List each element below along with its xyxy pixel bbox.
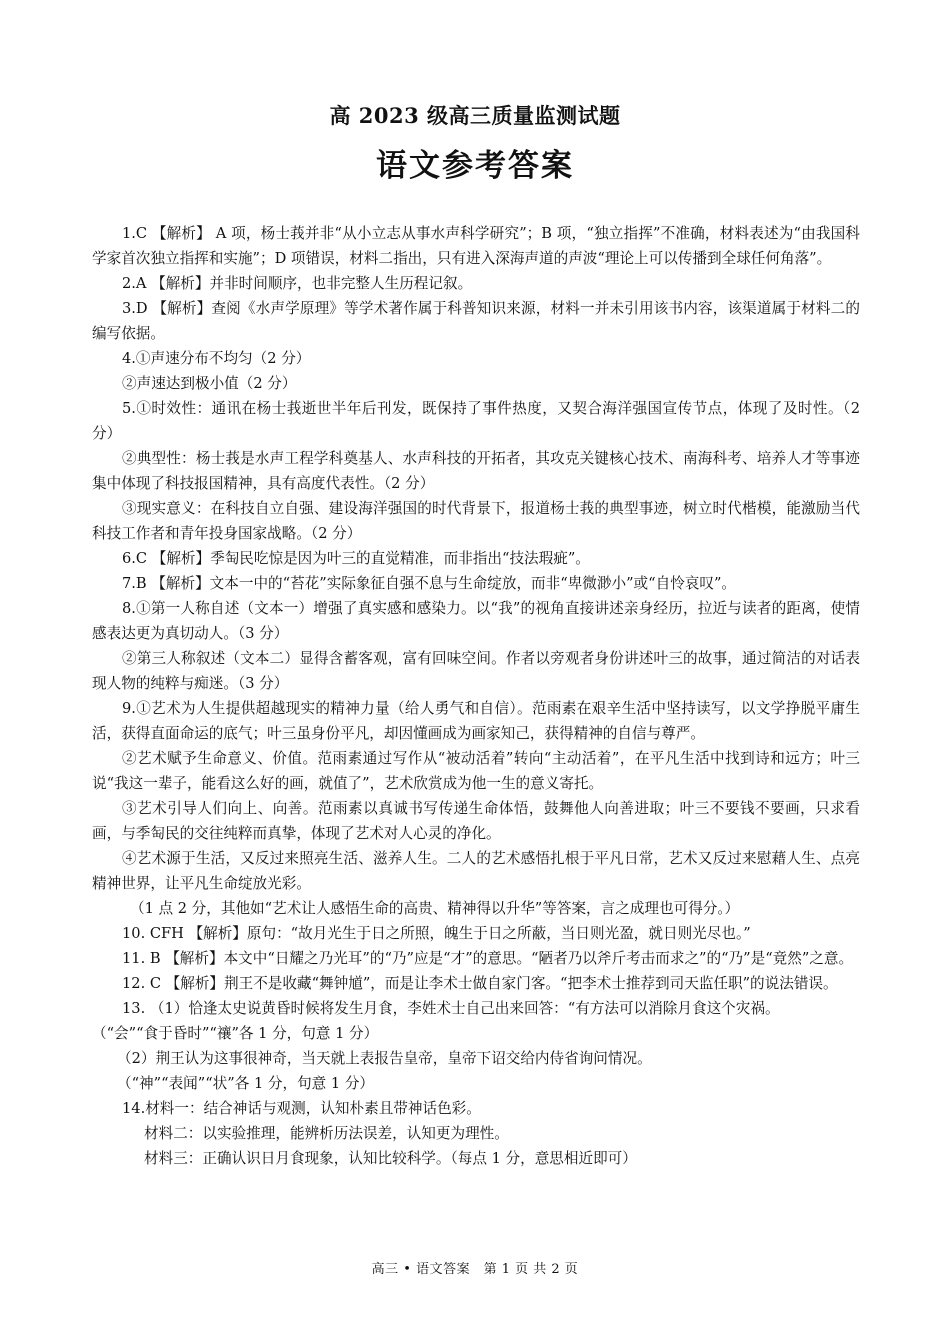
answer-body xyxy=(92,221,860,1171)
answer-14-material-3: 材料三：正确认识日月食现象，认知比较科学。（每点 1 分，意思相近即可） xyxy=(144,1150,637,1167)
answer-2: 2.A 【解析】并非时间顺序，也非完整人生历程记叙。 xyxy=(122,275,473,292)
answer-13-part-1: 13. （1）恰逢太史说黄昏时候将发生月食，李姓术士自己出来回答：“有方法可以消除月食这个灾祸。 xyxy=(122,1000,780,1017)
answer-12: 12. C 【解析】荆王不是收藏“舞钟馗”，而是让李术士做自家门客。“把李术士推荐到司天监任职”的说法错误。 xyxy=(122,975,838,992)
answer-11: 11. B 【解析】本文中“日耀之乃光耳”的“乃”应是“才”的意思。“陋者乃以斧斤考击而求之”的“乃”是“竟然”之意。 xyxy=(122,950,854,967)
answer-9-point-2: ②艺术赋予生命意义、价值。范雨素通过写作从“被动活着”转向“主动活着”，在平凡生活中找到诗和远方；叶三说“我这一辈子，能看这么好的画，就值了”，艺术欣赏成为他一生的意义寄托。 xyxy=(92,750,860,792)
answer-8-point-1: 8.①第一人称自述（文本一）增强了真实感和感染力。以“我”的视角直接讲述亲身经历，拉近与读者的距离，使情感表达更为真切动人。（3 分） xyxy=(92,600,860,642)
answer-5-point-1: 5.①时效性：通讯在杨士莪逝世半年后刊发，既保持了事件热度，又契合海洋强国宣传节点，体现了及时性。（2 分） xyxy=(92,400,860,442)
exam-title: 高 2023 级高三质量监测试题 xyxy=(329,103,621,128)
answer-5-point-3: ③现实意义：在科技自立自强、建设海洋强国的时代背景下，报道杨士莪的典型事迹，树立时代楷模，能激励当代科技工作者和青年投身国家战略。（2 分） xyxy=(92,500,860,542)
answer-7: 7.B 【解析】文本一中的“苔花”实际象征自强不息与生命绽放，而非“卑微渺小”或“自怜哀叹”。 xyxy=(122,575,737,592)
answer-9-point-4: ④艺术源于生活，又反过来照亮生活、滋养人生。二人的艺术感悟扎根于平凡日常，艺术又反过来慰藉人生、点亮精神世界，让平凡生命绽放光彩。 xyxy=(92,850,860,892)
answer-1: 1.C 【解析】 A 项，杨士莪并非“从小立志从事水声科学研究”；B 项，“独立指挥”不准确，材料表述为“由我国科学家首次独立指挥和实施”；D 项错误，材料二指出，只有进入深海声道的声波“理论上可以传播到全球任何角落”。 xyxy=(92,225,860,267)
answer-14-material-2: 材料二：以实验推理，能辨析历法误差，认知更为理性。 xyxy=(144,1125,509,1142)
answer-9-scoring-note: （1 点 2 分，其他如“艺术让人感悟生命的高贵、精神得以升华”等答案，言之成理也可得分。） xyxy=(130,900,740,917)
answer-4-point-2: ②声速达到极小值（2 分） xyxy=(122,375,297,392)
answer-13-part-2-scoring: （“神”“表闻”“状”各 1 分，句意 1 分） xyxy=(117,1075,375,1092)
answer-3: 3.D 【解析】查阅《水声学原理》等学术著作属于科普知识来源，材料一并未引用该书内容，该渠道属于材料二的编写依据。 xyxy=(92,300,860,342)
answer-14-material-1: 14.材料一：结合神话与观测，认知朴素且带神话色彩。 xyxy=(122,1100,481,1117)
answer-9-point-3: ③艺术引导人们向上、向善。范雨素以真诚书写传递生命体悟，鼓舞他人向善进取；叶三不要钱不要画，只求看画，与季匋民的交往纯粹而真挚，体现了艺术对人心灵的净化。 xyxy=(92,800,860,842)
answer-8-point-2: ②第三人称叙述（文本二）显得含蓄客观，富有回味空间。作者以旁观者身份讲述叶三的故事，通过简洁的对话表现人物的纯粹与痴迷。（3 分） xyxy=(92,650,860,692)
answer-6: 6.C 【解析】季匋民吃惊是因为叶三的直觉精准，而非指出“技法瑕疵”。 xyxy=(122,550,590,567)
answer-4-point-1: 4.①声速分布不均匀（2 分） xyxy=(122,350,311,367)
answer-9-point-1: 9.①艺术为人生提供超越现实的精神力量（给人勇气和自信）。范雨素在艰辛生活中坚持读写，以文学挣脱平庸生活，获得直面命运的底气；叶三虽身份平凡，却因懂画成为画家知己，获得精神的自信与尊严。 xyxy=(92,700,860,742)
answer-13-part-2: （2）荆王认为这事很神奇，当天就上表报告皇帝，皇帝下诏交给内侍省询问情况。 xyxy=(117,1050,652,1067)
answer-5-point-2: ②典型性：杨士莪是水声工程学科奠基人、水声科技的开拓者，其攻克关键核心技术、南海科考、培养人才等事迹集中体现了科技报国精神，具有高度代表性。（2 分） xyxy=(92,450,860,492)
answer-10: 10. CFH 【解析】原句：“故月光生于日之所照，魄生于日之所蔽，当日则光盈，就日则光尽也。” xyxy=(122,925,751,942)
page-footer: 高三 • 语文答案 第 1 页 共 2 页 xyxy=(371,1262,579,1277)
answer-13-part-1-scoring: （“会”“食于昏时”“禳”各 1 分，句意 1 分） xyxy=(92,1025,379,1042)
answer-subtitle: 语文参考答案 xyxy=(376,148,574,184)
